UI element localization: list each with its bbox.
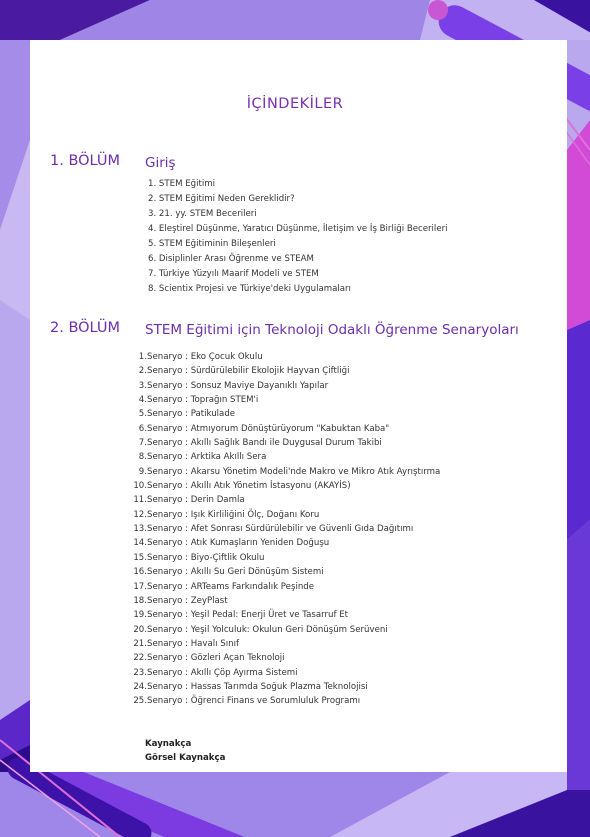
page-title: İÇİNDEKİLER — [246, 96, 344, 112]
item-text: Senaryo : Sürdürülebilir Ekolojik Hayvan Çiftliği — [147, 366, 350, 377]
section-2-list — [115, 350, 440, 709]
item-text: Senaryo : Eko Çocuk Okulu — [147, 352, 263, 362]
list-item — [115, 508, 440, 522]
list-item: 5. STEM Eğitiminin Bileşenleri — [148, 239, 276, 249]
item-number: 20. — [133, 624, 147, 635]
list-item — [115, 580, 440, 594]
item-number: 15. — [133, 552, 147, 563]
item-number: 13. — [133, 524, 147, 535]
item-number: 10. — [133, 481, 147, 492]
references-label: Kaynakça — [145, 739, 192, 749]
item-text: Senaryo : Havalı Sınıf — [147, 638, 239, 649]
list-item — [115, 666, 440, 680]
item-text: Senaryo : Arktika Akıllı Sera — [147, 452, 267, 463]
item-text: Senaryo : Patikulade — [147, 409, 236, 420]
list-item — [115, 493, 440, 507]
list-item — [115, 637, 440, 651]
list-item — [115, 407, 440, 421]
list-item — [115, 393, 440, 407]
list-item — [115, 479, 440, 493]
item-number: 18. — [133, 595, 147, 606]
item-text: Senaryo : Hassas Tarımda Soğuk Plazma Teknolojisi — [147, 681, 368, 692]
item-text: Senaryo : Derin Damla — [147, 495, 245, 506]
item-text: Senaryo : Yeşil Yolculuk: Okulun Geri Dönüşüm Serüveni — [147, 624, 388, 635]
item-number: 19. — [133, 610, 147, 621]
item-text: Senaryo : Atmıyorum Dönüştürüyorum "Kabuktan Kaba" — [147, 423, 390, 434]
item-number: 6. — [138, 423, 147, 434]
list-item: 1. STEM Eğitimi — [148, 179, 216, 189]
list-item — [115, 551, 440, 565]
list-item: 7. Türkiye Yüzyılı Maarif Modeli ve STEM — [148, 269, 319, 279]
list-item — [115, 694, 440, 708]
list-item — [115, 422, 440, 436]
item-number: 14. — [133, 538, 147, 549]
section-1-list — [148, 177, 448, 297]
item-text: Senaryo : Öğrenci Finans ve Sorumluluk Programı — [147, 696, 361, 707]
item-text: Senaryo : Akıllı Su Geri Dönüşüm Sistemi — [147, 567, 324, 578]
item-number: 4. — [138, 395, 147, 406]
list-item — [115, 608, 440, 622]
item-number: 9. — [138, 466, 147, 477]
list-item — [115, 436, 440, 450]
item-number: 16. — [133, 567, 147, 578]
item-text: Senaryo : Atık Kumaşların Yeniden Doğuşu — [147, 538, 330, 549]
references — [145, 738, 225, 765]
list-item — [115, 364, 440, 378]
item-text: Senaryo : ZeyPlast — [147, 595, 228, 606]
list-item — [115, 465, 440, 479]
item-text: Senaryo : Işık Kirliliğini Ölç, Doğanı Koru — [147, 509, 320, 520]
item-number: 2. — [138, 366, 147, 377]
item-text: Senaryo : Akıllı Sağlık Bandı ile Duygusal Durum Takibi — [147, 438, 382, 449]
section-2-heading: STEM Eğitimi için Teknoloji Odaklı Öğrenme Senaryoları — [145, 322, 519, 338]
item-text: Senaryo : Biyo-Çiftlik Okulu — [147, 552, 265, 563]
list-item — [115, 379, 440, 393]
list-item — [115, 350, 440, 364]
list-item: 8. Scientix Projesi ve Türkiye'deki Uygulamaları — [148, 284, 351, 294]
item-number: 24. — [133, 681, 147, 692]
item-number: 8. — [138, 452, 147, 463]
list-item — [115, 623, 440, 637]
section-1-label: 1. BÖLÜM — [50, 153, 121, 169]
item-number: 22. — [133, 653, 147, 664]
list-item: 2. STEM Eğitimi Neden Gereklidir? — [148, 194, 295, 204]
item-text: Senaryo : Yeşil Pedal: Enerji Üret ve Tasarruf Et — [147, 610, 349, 621]
item-text: Senaryo : Akıllı Çöp Ayırma Sistemi — [147, 667, 298, 678]
item-number: 5. — [138, 409, 147, 420]
list-item — [115, 522, 440, 536]
list-item — [115, 594, 440, 608]
item-text: Senaryo : Akarsu Yönetim Modeli'nde Makro ve Mikro Atık Ayrıştırma — [147, 466, 441, 477]
item-text: Senaryo : Gözleri Açan Teknoloji — [147, 653, 285, 664]
item-text: Senaryo : Afet Sonrası Sürdürülebilir ve Güvenli Gıda Dağıtımı — [147, 524, 414, 535]
list-item: 4. Eleştirel Düşünme, Yaratıcı Düşünme, İletişim ve İş Birliği Becerileri — [148, 224, 448, 234]
item-number: 3. — [138, 380, 147, 391]
item-number: 7. — [138, 438, 147, 449]
item-number: 23. — [133, 667, 147, 678]
item-text: Senaryo : Akıllı Atık Yönetim İstasyonu (AKAYİS) — [147, 481, 351, 492]
list-item: 6. Disiplinler Arası Öğrenme ve STEAM — [148, 254, 314, 264]
item-text: Senaryo : Toprağın STEM'i — [147, 395, 259, 406]
item-number: 25. — [133, 696, 147, 707]
list-item: 3. 21. yy. STEM Becerileri — [148, 209, 257, 219]
list-item — [115, 651, 440, 665]
item-number: 17. — [133, 581, 147, 592]
list-item — [115, 680, 440, 694]
section-2-label: 2. BÖLÜM — [50, 320, 121, 336]
item-number: 11. — [133, 495, 147, 506]
image-references-label: Görsel Kaynakça — [145, 752, 226, 763]
list-item — [115, 450, 440, 464]
item-number: 21. — [133, 638, 147, 649]
item-text: Senaryo : Sonsuz Maviye Dayanıklı Yapılar — [147, 380, 329, 391]
item-text: Senaryo : ARTeams Farkındalık Peşinde — [147, 581, 315, 592]
section-1-heading: Giriş — [145, 155, 176, 171]
item-number: 12. — [133, 509, 147, 520]
item-number: 1. — [138, 352, 147, 362]
list-item — [115, 565, 440, 579]
list-item — [115, 536, 440, 550]
